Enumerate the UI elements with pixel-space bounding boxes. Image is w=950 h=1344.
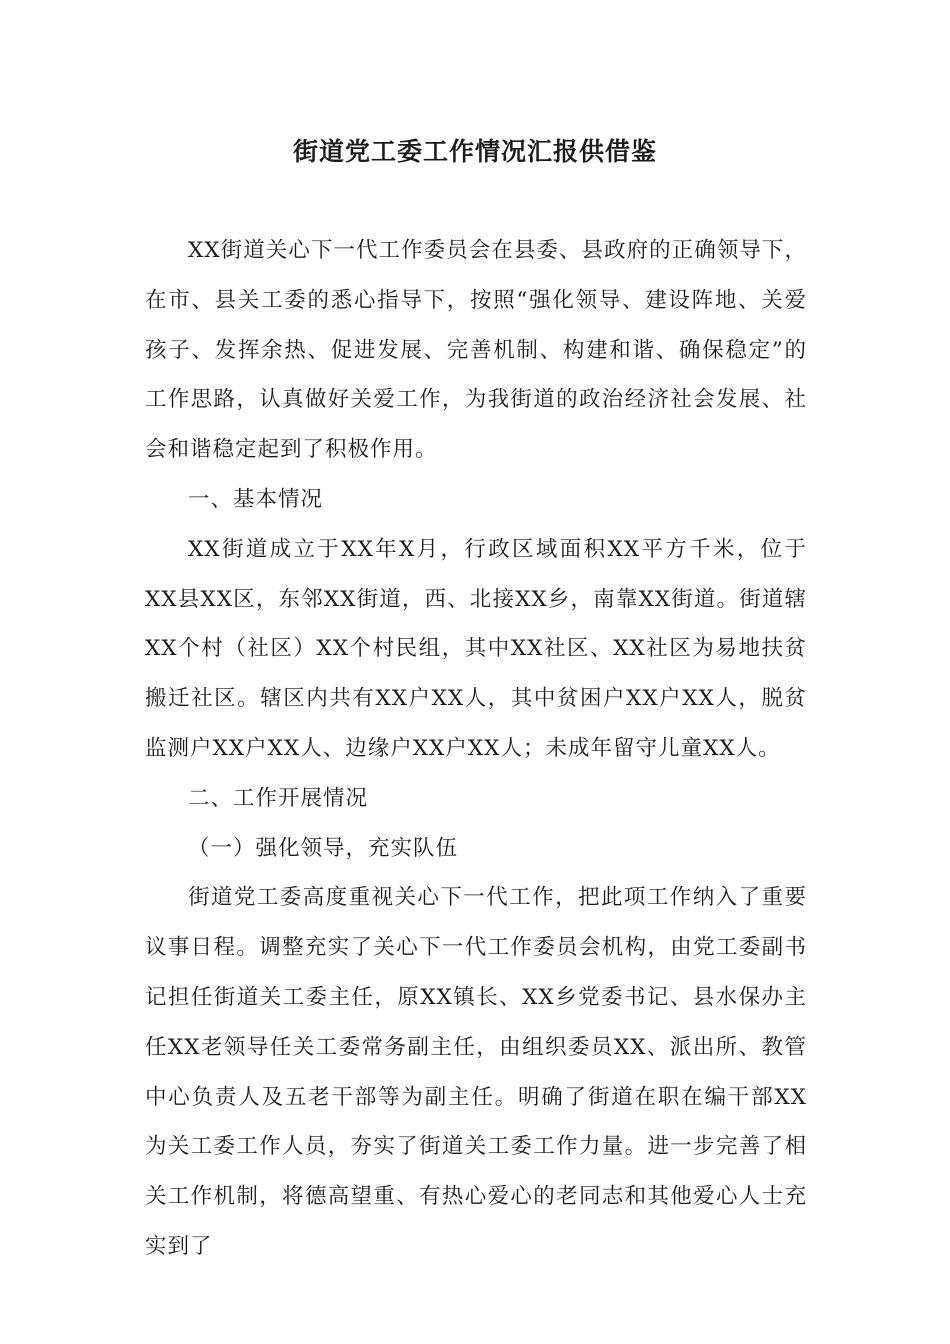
subsection-heading-strengthen-leadership: （一）强化领导，充实队伍 bbox=[188, 835, 459, 861]
document-body bbox=[145, 226, 807, 1272]
paragraph-intro: XX街道关心下一代工作委员会在县委、县政府的正确领导下，在市、县关工委的悉心指导下，按照“强化领导、建设阵地、关爱孩子、发挥余热、促进发展、完善机制、构建和谐、确保稳定”的工作思路，认真做好关爱工作，为我街道的政治经济社会发展、社会和谐稳定起到了积极作用。 bbox=[145, 238, 807, 463]
paragraph-strengthen-leadership: 街道党工委高度重视关心下一代工作，把此项工作纳入了重要议事日程。调整充实了关心下一代工作委员会机构，由党工委副书记担任街道关工委主任，原XX镇长、XX乡党委书记、县水保办主任XX老领导任关工委常务副主任，由组织委员XX、派出所、教管中心负责人及五老干部等为副主任。明确了街道在职在编干部XX为关工委工作人员，夯实了街道关工委工作力量。进一步完善了相关工作机制，将德高望重、有热心爱心的老同志和其他爱心人士充实到了 bbox=[145, 885, 807, 1259]
paragraph-basic-situation: XX街道成立于XX年X月，行政区域面积XX平方千米，位于XX县XX区，东邻XX街道，西、北接XX乡，南靠XX街道。街道辖XX个村（社区）XX个村民组，其中XX社区、XX社区为易地扶贫搬迁社区。辖区内共有XX户XX人，其中贫困户XX户XX人，脱贫监测户XX户XX人、边缘户XX户XX人；未成年留守儿童XX人。 bbox=[145, 536, 807, 761]
section-heading-work-progress: 二、工作开展情况 bbox=[188, 785, 369, 811]
document-title: 街道党工委工作情况汇报供借鉴 bbox=[292, 137, 657, 166]
section-heading-basic-situation: 一、基本情况 bbox=[188, 486, 324, 512]
